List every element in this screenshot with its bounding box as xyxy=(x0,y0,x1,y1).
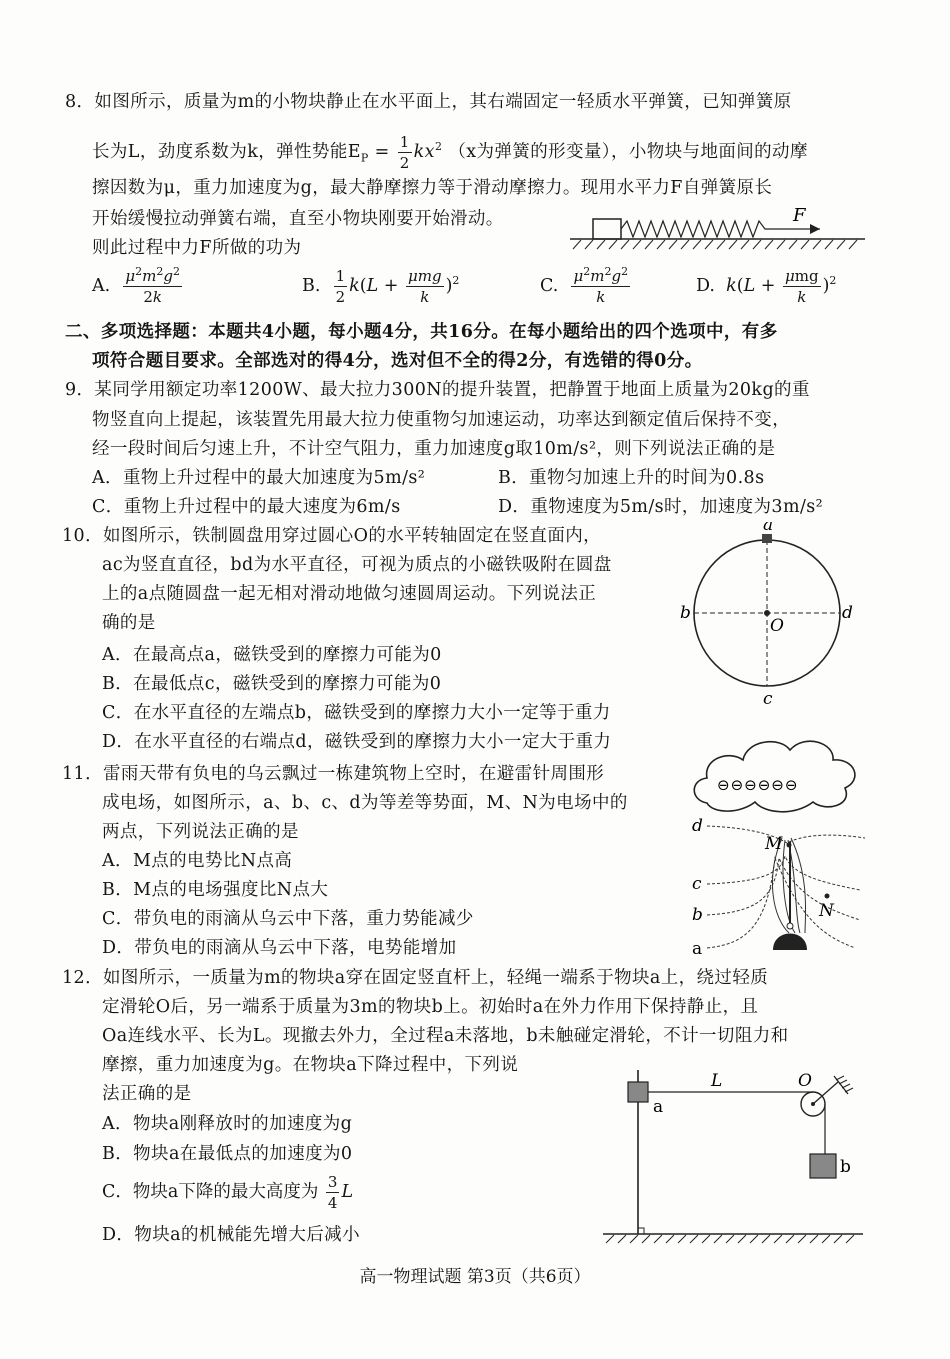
q10-label-c: c xyxy=(763,689,773,707)
q12-label-b: b xyxy=(840,1157,851,1177)
q11-label-a: a xyxy=(692,939,703,959)
q10-line3: 上的a点随圆盘一起无相对滑动地做匀速圆周运动。下列说法正 xyxy=(102,584,597,604)
q11-option-a[interactable]: A．M点的电势比N点高 xyxy=(102,851,293,871)
q11-label-n: N xyxy=(819,901,834,921)
q12-option-c[interactable]: C．物块a下降的最大高度为 $\frac{3}{4}$ L xyxy=(102,1173,354,1212)
q8-option-d[interactable]: D. k(L + $\frac{\text{μmg}}{k}$ )$^2$ xyxy=(696,267,837,306)
q8-spring-figure xyxy=(565,205,875,255)
q11-label-m: M xyxy=(765,834,783,854)
q8-line2: 长为L，劲度系数为k，弹性势能$E_P$ = $\frac{1}{2}$ $kx^2$ （x为弹簧的形变量），小物块与地面间的动摩 xyxy=(92,133,808,172)
q9-line3: 经一段时间后匀速上升，不计空气阻力，重力加速度g取10m/s²，则下列说法正确的是 xyxy=(92,439,776,459)
q11-rod-tip xyxy=(787,923,793,929)
q8-option-c[interactable]: C. $\frac{\mu^2m^2g^2}{k}$ xyxy=(540,265,629,306)
q9-line1: 9．某同学用额定功率1200W、最大拉力300N的提升装置，把静置于地面上质量为20kg的重 xyxy=(65,380,810,400)
q10-line2: ac为竖直直径，bd为水平直径，可视为质点的小磁铁吸附在圆盘 xyxy=(102,555,612,575)
q12-ground-hatch xyxy=(606,1235,854,1243)
q12-option-d[interactable]: D．物块a的机械能先增大后减小 xyxy=(102,1225,360,1245)
q9-option-a[interactable]: A．重物上升过程中的最大加速度为5m/s² xyxy=(92,468,426,488)
q11-option-c[interactable]: C．带负电的雨滴从乌云中下落，重力势能减少 xyxy=(102,909,474,929)
q12-line3: Oa连线水平、长为L。现撤去外力，全过程a未落地，b未触碰定滑轮，不计一切阻力和 xyxy=(102,1026,789,1046)
q12-label-o: O xyxy=(798,1071,812,1091)
section2-heading-line1: 二、多项选择题：本题共4小题，每小题4分，共16分。在每小题给出的四个选项中，有多 xyxy=(65,322,778,342)
q9-option-d[interactable]: D．重物速度为5m/s时，加速度为3m/s² xyxy=(498,497,824,517)
q11-option-d[interactable]: D．带负电的雨滴从乌云中下落，电势能增加 xyxy=(102,938,457,958)
q10-label-b: b xyxy=(680,603,691,623)
page-footer: 高一物理试题 第3页（共6页） xyxy=(359,1267,591,1287)
q11-point-m xyxy=(787,843,792,848)
q12-line4: 摩擦，重力加速度为g。在物块a下降过程中，下列说 xyxy=(102,1055,519,1075)
q12-option-b[interactable]: B．物块a在最低点的加速度为0 xyxy=(102,1144,353,1164)
q12-line2: 定滑轮O后，另一端系于质量为3m的物块b上。初始时a在外力作用下保持静止，且 xyxy=(102,997,759,1017)
q9-option-c[interactable]: C．重物上升过程中的最大速度为6m/s xyxy=(92,497,401,517)
q10-option-d[interactable]: D．在水平直径的右端点d，磁铁受到的摩擦力大小一定大于重力 xyxy=(102,732,612,752)
q8-line3: 擦因数为μ，重力加速度为g，最大静摩擦力等于滑动摩擦力。现用水平力F自弹簧原长 xyxy=(92,178,773,198)
q8-spring xyxy=(621,221,785,237)
q11-line2: 成电场，如图所示，a、b、c、d为等差等势面，M、N为电场中的 xyxy=(102,793,628,813)
q12-line1: 12．如图所示，一质量为m的物块a穿在固定竖直杆上，轻绳一端系于物块a上，绕过轻质 xyxy=(62,968,769,988)
q10-disk-figure xyxy=(675,522,855,707)
q8-arrowhead xyxy=(810,224,820,234)
q11-label-b: b xyxy=(692,905,703,925)
q11-lightning-rod-figure xyxy=(685,728,870,960)
q8-line1: 8．如图所示，质量为m的小物块静止在水平面上，其右端固定一轻质水平弹簧，已知弹簧原 xyxy=(65,92,792,112)
q11-line-d xyxy=(707,826,865,843)
q11-negative-charges: ⊖⊖⊖⊖⊖⊖ xyxy=(717,776,799,794)
q10-label-d: d xyxy=(842,603,853,623)
q11-label-d: d xyxy=(692,816,703,836)
q12-label-a: a xyxy=(653,1097,664,1117)
q8-force-label: F xyxy=(793,205,806,226)
q8-option-a[interactable]: A. $\frac{\mu^2m^2g^2}{2k}$ xyxy=(92,265,180,306)
q8-line4: 开始缓慢拉动弹簧右端，直至小物块刚要开始滑动。 xyxy=(92,209,504,229)
q10-option-a[interactable]: A．在最高点a，磁铁受到的摩擦力可能为0 xyxy=(102,645,442,665)
q12-option-a[interactable]: A．物块a刚释放时的加速度为g xyxy=(102,1114,353,1134)
q10-label-o: O xyxy=(770,616,784,636)
q11-point-n xyxy=(825,894,830,899)
q12-pulley-figure xyxy=(598,1062,868,1252)
q12-block-b xyxy=(810,1154,836,1178)
q8-ground-hatch xyxy=(573,240,857,249)
section2-heading-line2: 项符合题目要求。全部选对的得4分，选对但不全的得2分，有选错的得0分。 xyxy=(92,351,703,371)
q12-right-angle xyxy=(638,1228,644,1234)
q12-block-a xyxy=(628,1082,648,1102)
q12-label-l: L xyxy=(711,1071,723,1091)
q9-option-b[interactable]: B．重物匀加速上升的时间为0.8s xyxy=(498,468,765,488)
q8-line2-text-b: （x为弹簧的形变量），小物块与地面间的动摩 xyxy=(448,142,808,162)
q8-block xyxy=(593,219,621,239)
q10-line1: 10．如图所示，铁制圆盘用穿过圆心O的水平转轴固定在竖直面内， xyxy=(62,526,602,546)
q11-building xyxy=(773,934,807,951)
q8-line2-text-a: 长为L，劲度系数为k，弹性势能E xyxy=(92,142,361,162)
q10-magnet xyxy=(762,534,772,543)
q10-label-a: a xyxy=(763,522,774,535)
q11-option-b[interactable]: B．M点的电场强度比N点大 xyxy=(102,880,329,900)
q11-line1: 11．雷雨天带有负电的乌云飘过一栋建筑物上空时，在避雷针周围形 xyxy=(62,764,605,784)
q9-line2: 物竖直向上提起，该装置先用最大拉力使重物匀加速运动，功率达到额定值后保持不变， xyxy=(92,410,791,430)
q10-line4: 确的是 xyxy=(102,613,156,633)
q10-option-b[interactable]: B．在最低点c，磁铁受到的摩擦力可能为0 xyxy=(102,674,442,694)
q8-line5: 则此过程中力F所做的功为 xyxy=(92,238,302,258)
q11-line3: 两点，下列说法正确的是 xyxy=(102,822,299,842)
q11-label-c: c xyxy=(692,874,702,894)
q8-half-fraction: $\frac{1}{2}$ xyxy=(399,133,410,172)
q12-line5: 法正确的是 xyxy=(102,1084,192,1104)
q8-option-b[interactable]: B. $\frac{1}{2}$ k(L + $\frac{\text{μmg}}{k}$ )$^2$ xyxy=(302,267,460,306)
q10-option-c[interactable]: C．在水平直径的左端点b，磁铁受到的摩擦力大小一定等于重力 xyxy=(102,703,611,723)
